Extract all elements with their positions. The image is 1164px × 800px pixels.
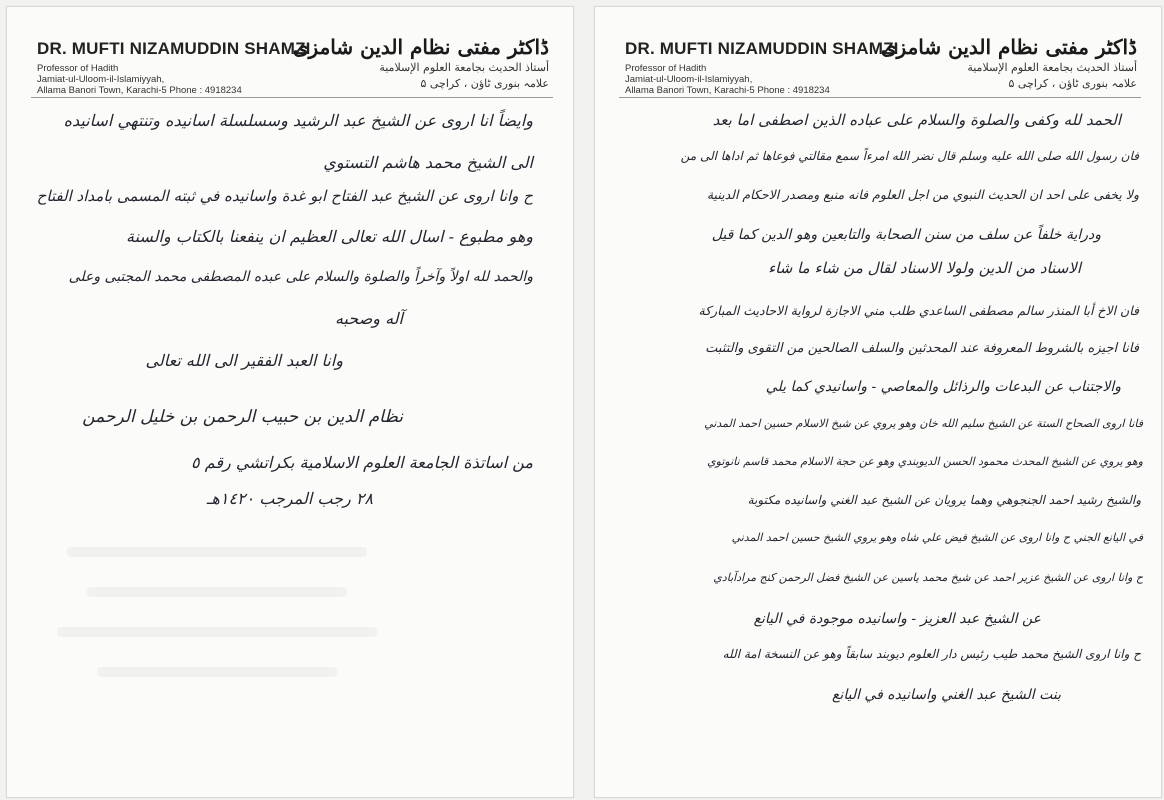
letterhead-name-en: DR. MUFTI NIZAMUDDIN SHAMZI (37, 39, 311, 58)
handwritten-line: عن الشيخ عبد العزيز - واسانيده موجودة في اليانع (753, 611, 1041, 627)
letter-date: ٢٨ رجب المرجب ١٤٢٠هـ (206, 489, 373, 508)
handwritten-line: الاسناد من الدين ولولا الاسناد لقال من شاء ما شاء (768, 259, 1081, 277)
handwritten-line: وايضاً انا اروی عن الشيخ عبد الرشيد وسسلسلة اسانيده وتنتهي اسانيده (63, 111, 533, 130)
right-letter-page (594, 6, 1162, 798)
letterhead-address-en: Allama Banori Town, Karachi-5 Phone : 4918234 (37, 85, 242, 96)
letterhead-title-ar: أستاذ الحديث بجامعة العلوم الإسلامية (967, 61, 1137, 74)
letterhead-institution-en: Jamiat-ul-Uloom-il-Islamiyyah, (625, 74, 753, 85)
letterhead-divider (31, 97, 553, 98)
left-letter-page (6, 6, 574, 798)
handwritten-line: وهو مطبوع - اسال الله تعالى العظيم ان ينفعنا بالكتاب والسنة (126, 227, 533, 246)
faint-bleed-through (97, 667, 337, 677)
letterhead-title-en: Professor of Hadith (625, 63, 707, 74)
handwritten-line: الى الشيخ محمد هاشم التستوي (323, 153, 533, 172)
letterhead-name-ar: ڈاکٹر مفتی نظام الدین شامزی (292, 35, 549, 59)
faint-bleed-through (87, 587, 347, 597)
letterhead-name-ar: ڈاکٹر مفتی نظام الدین شامزی (880, 35, 1137, 59)
handwritten-line: فانا اجيزه بالشروط المعروفة عند المحدثين والسلف الصالحين من التقوى والتثبت (705, 341, 1139, 356)
handwritten-line: فان رسول الله صلى الله عليه وسلم قال نضر الله امرءاً سمع مقالتي فوعاها ثم اداها الى من (680, 149, 1139, 163)
handwritten-line: ح وانا اروی عن الشيخ عزير احمد عن شيخ محمد ياسين عن الشيخ فضل الرحمن كنج مرادآبادي (713, 571, 1143, 584)
handwritten-line: فان الاخ أبا المنذر سالم مصطفى الساعدي طلب مني الاجازة لرواية الاحاديث المباركة (698, 303, 1139, 318)
handwritten-line: آله وصحبه (334, 309, 403, 328)
letterhead-address-en: Allama Banori Town, Karachi-5 Phone : 4918234 (625, 85, 830, 96)
letterhead-title-en: Professor of Hadith (37, 63, 119, 74)
letterhead-name-en: DR. MUFTI NIZAMUDDIN SHAMZI (625, 39, 899, 58)
handwritten-line: فانا اروی الصحاح الستة عن الشيخ سليم الله خان وهو يروي عن شيخ الاسلام حسين احمد المدني (704, 417, 1143, 430)
handwritten-line: في اليانع الجني ح وانا اروی عن الشيخ فيض علي شاه وهو يروي الشيخ حسين احمد المدني (731, 531, 1143, 544)
handwritten-line: ودراية خلفاً عن سلف من سنن الصحابة والتابعين وهو الدين كما قيل (711, 227, 1101, 243)
faint-bleed-through (67, 547, 367, 557)
handwritten-line: ح وانا اروی عن الشيخ عبد الفتاح ابو غدة واسانيده في ثبته المسمى بامداد الفتاح (36, 187, 533, 205)
handwritten-line: والاجتناب عن البدعات والرذائل والمعاصي - واسانيدي كما يلي (765, 379, 1121, 395)
handwritten-line: والحمد لله اولاً وآخراً والصلوة والسلام على عبده المصطفى محمد المجتبى وعلى (68, 269, 533, 285)
signatory-name: نظام الدين بن حبيب الرحمن بن خليل الرحمن (82, 407, 403, 427)
letterhead-divider (619, 97, 1141, 98)
handwritten-line: وانا العبد الفقير الى الله تعالى (145, 351, 343, 370)
faint-bleed-through (57, 627, 377, 637)
handwritten-line: الحمد لله وكفى والصلوة والسلام على عباده الذين اصطفى اما بعد (712, 111, 1121, 129)
handwritten-line: ولا يخفى على احد ان الحديث النبوي من اجل العلوم فانه منبع ومصدر الاحكام الدينية (706, 187, 1139, 202)
signatory-affiliation: من اساتذة الجامعة العلوم الاسلامية بكراتشي رقم ٥ (191, 453, 533, 472)
handwritten-line: وهو يروي عن الشيخ المحدث محمود الحسن الديوبندي وهو عن حجة الاسلام محمد قاسم نانوتوي (707, 455, 1143, 468)
letterhead-address-ar: علامہ بنوری ٹاؤن ، کراچی ۵ (420, 77, 549, 90)
handwritten-line: والشيخ رشيد احمد الجنجوهي وهما يرويان عن الشيخ عبد الغني واسانيده مكتوبة (747, 493, 1141, 507)
letterhead-institution-en: Jamiat-ul-Uloom-il-Islamiyyah, (37, 74, 165, 85)
handwritten-line: ح وانا اروی الشيخ محمد طيب رئيس دار العلوم ديوبند سابقاً وهو عن النسخة امة الله (722, 647, 1141, 661)
letterhead-address-ar: علامہ بنوری ٹاؤن ، کراچی ۵ (1008, 77, 1137, 90)
handwritten-line: بنت الشيخ عبد الغني واسانيده في اليانع (831, 687, 1061, 703)
letterhead-title-ar: أستاذ الحديث بجامعة العلوم الإسلامية (379, 61, 549, 74)
